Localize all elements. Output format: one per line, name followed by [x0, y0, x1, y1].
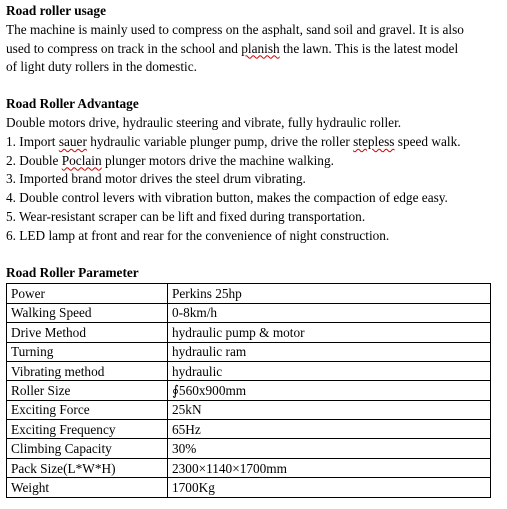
param-value: 30%: [168, 439, 491, 458]
parameter-table: [6, 283, 491, 497]
table-row: [7, 458, 491, 477]
table-row: [7, 478, 491, 497]
advantage-item: 6. LED lamp at front and rear for the convenience of night construction.: [6, 227, 390, 243]
table-row: [7, 381, 491, 400]
param-value: 1700Kg: [168, 478, 491, 497]
param-value: 0-8km/h: [168, 303, 491, 322]
table-row: [7, 303, 491, 322]
table-row: [7, 439, 491, 458]
advantage-item: 4. Double control levers with vibration button, makes the compaction of edge easy.: [6, 190, 448, 206]
param-value: ∮560x900mm: [168, 381, 491, 400]
param-value: 2300×1140×1700mm: [168, 458, 491, 477]
param-value: hydraulic pump & motor: [168, 323, 491, 342]
param-label: Vibrating method: [7, 361, 168, 380]
advantage-item: 1. Import sauer hydraulic variable plunger pump, drive the roller stepless speed walk.: [6, 133, 461, 149]
advantage-heading: Road Roller Advantage: [6, 96, 139, 112]
table-row: [7, 342, 491, 361]
advantage-intro: Double motors drive, hydraulic steering and vibrate, fully hydraulic roller.: [6, 114, 402, 130]
table-row: [7, 420, 491, 439]
param-label: Drive Method: [7, 323, 168, 342]
table-row: [7, 284, 491, 303]
param-value: hydraulic ram: [168, 342, 491, 361]
advantage-item: 2. Double Poclain plunger motors drive the machine walking.: [6, 152, 334, 168]
param-value: 65Hz: [168, 420, 491, 439]
usage-line: of light duty rollers in the domestic.: [6, 59, 197, 75]
param-value: hydraulic: [168, 361, 491, 380]
advantage-item: 5. Wear-resistant scraper can be lift and fixed during transportation.: [6, 208, 366, 224]
table-row: [7, 400, 491, 419]
param-label: Exciting Force: [7, 400, 168, 419]
parameter-heading: Road Roller Parameter: [6, 264, 139, 280]
usage-line: The machine is mainly used to compress on the asphalt, sand soil and gravel. It is also: [6, 21, 464, 37]
param-value: 25kN: [168, 400, 491, 419]
usage-line: used to compress on track in the school and planish the lawn. This is the latest model: [6, 40, 459, 56]
param-label: Turning: [7, 342, 168, 361]
param-label: Pack Size(L*W*H): [7, 458, 168, 477]
table-row: [7, 323, 491, 342]
param-label: Roller Size: [7, 381, 168, 400]
param-label: Weight: [7, 478, 168, 497]
table-row: [7, 361, 491, 380]
param-label: Exciting Frequency: [7, 420, 168, 439]
param-label: Walking Speed: [7, 303, 168, 322]
advantage-item: 3. Imported brand motor drives the steel drum vibrating.: [6, 171, 306, 187]
param-label: Climbing Capacity: [7, 439, 168, 458]
usage-heading: Road roller usage: [6, 3, 106, 18]
param-label: Power: [7, 284, 168, 303]
param-value: Perkins 25hp: [168, 284, 491, 303]
